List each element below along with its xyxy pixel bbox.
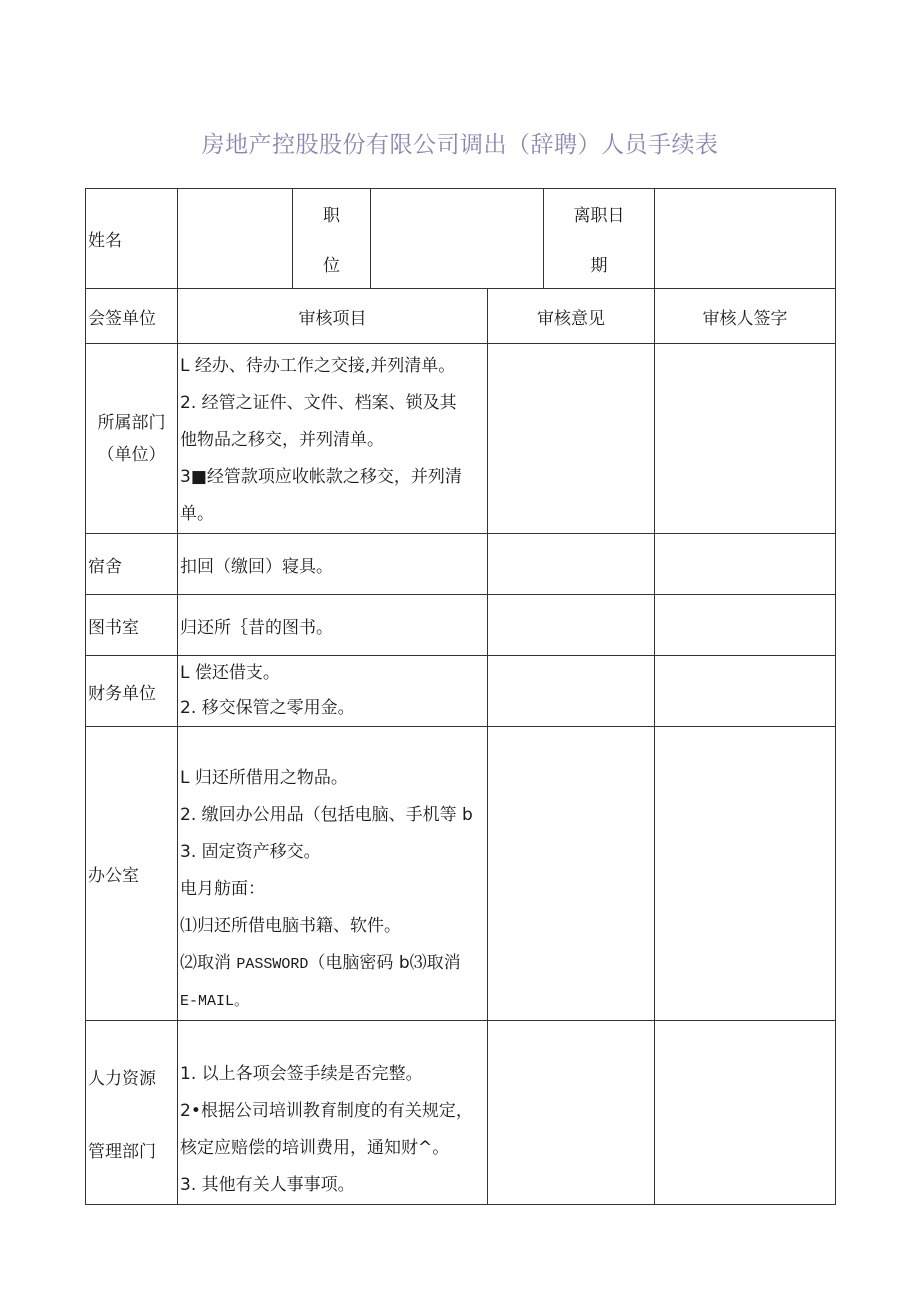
leave-date-label-line-2: 期 — [590, 255, 608, 276]
opinion-cell[interactable] — [488, 1021, 655, 1205]
items-cell — [178, 727, 488, 1021]
signature-cell[interactable] — [655, 1021, 836, 1205]
items-cell — [178, 1021, 488, 1205]
item-line: L 归还所借用之物品。 — [180, 768, 348, 788]
opinion-cell[interactable] — [488, 344, 655, 534]
position-label — [293, 189, 371, 289]
item-line: 核定应赔偿的培训费用，通知财^。 — [180, 1138, 450, 1158]
table-row — [86, 1021, 836, 1205]
opinion-cell[interactable] — [488, 595, 655, 656]
item-line: 2. 缴回办公用品（包括电脑、手机等 b — [180, 805, 473, 825]
unit-line: 人力资源 — [88, 1068, 156, 1089]
item-line: E-MAIL。 — [180, 993, 250, 1010]
signature-cell[interactable] — [655, 595, 836, 656]
unit-cell: 办公室 — [86, 727, 178, 1021]
item-line: ⑴归还所借电脑书籍、软件。 — [180, 916, 401, 936]
item-line: L 偿还借支。 — [180, 663, 280, 683]
items-cell — [178, 656, 488, 727]
item-line-part: （电脑密码 b⑶取消 — [308, 953, 461, 973]
opinion-cell[interactable] — [488, 656, 655, 727]
item-line-part: ⑵取消 — [180, 953, 237, 973]
item-line: 3. 固定资产移交。 — [180, 842, 321, 862]
name-value-cell[interactable] — [178, 189, 293, 289]
unit-line: （单位） — [97, 444, 166, 465]
unit-line: 所属部门 — [97, 412, 166, 433]
resignation-procedure-table — [85, 188, 836, 1205]
item-line: L 经办、待办工作之交接,并列清单。 — [180, 356, 456, 376]
item-line: 3. 其他有关人事事项。 — [180, 1175, 355, 1195]
leave-date-value-cell[interactable] — [655, 189, 836, 289]
unit-line: 管理部门 — [88, 1141, 156, 1162]
item-line: 他物品之移交，并列清单。 — [180, 430, 384, 450]
position-label-line-2: 位 — [323, 255, 340, 276]
table-row — [86, 595, 836, 656]
leave-date-label-line-1: 离职日 — [573, 206, 625, 227]
table-row — [86, 344, 836, 534]
items-cell — [178, 344, 488, 534]
password-text: PASSWORD — [236, 956, 309, 973]
item-line: 3■经管款项应收帐款之移交，并列清 — [180, 467, 462, 487]
item-line: 扣回（缴回）寝具。 — [180, 556, 333, 577]
items-column-header: 审核项目 — [178, 289, 488, 344]
form-title: 房地产控股股份有限公司调出（辞聘）人员手续表 — [201, 132, 719, 158]
items-cell — [178, 595, 488, 656]
unit-column-header: 会签单位 — [86, 289, 178, 344]
unit-cell — [86, 1021, 178, 1205]
signature-cell[interactable] — [655, 727, 836, 1021]
items-cell — [178, 534, 488, 595]
unit-cell: 宿舍 — [86, 534, 178, 595]
name-label: 姓名 — [86, 189, 178, 289]
item-line — [180, 945, 485, 983]
item-line: 2•根据公司培训教育制度的有关规定， — [180, 1101, 473, 1121]
opinion-cell[interactable] — [488, 534, 655, 595]
column-header-row — [86, 289, 836, 344]
item-line: 2. 经管之证件、文件、档案、锁及其 — [180, 393, 457, 413]
item-line: 归还所｛昔的图书。 — [180, 617, 333, 638]
signature-cell[interactable] — [655, 344, 836, 534]
header-row — [86, 189, 836, 289]
opinion-column-header: 审核意见 — [488, 289, 655, 344]
opinion-cell[interactable] — [488, 727, 655, 1021]
table-row — [86, 534, 836, 595]
item-line: 单。 — [180, 504, 214, 524]
unit-cell — [86, 344, 178, 534]
signature-cell[interactable] — [655, 656, 836, 727]
unit-cell: 图书室 — [86, 595, 178, 656]
item-line: 1. 以上各项会签手续是否完整。 — [180, 1064, 423, 1084]
signature-cell[interactable] — [655, 534, 836, 595]
unit-cell: 财务单位 — [86, 656, 178, 727]
position-value-cell[interactable] — [371, 189, 544, 289]
table-row — [86, 727, 836, 1021]
leave-date-label — [544, 189, 655, 289]
table-row — [86, 656, 836, 727]
position-label-line-1: 职 — [323, 206, 340, 227]
signature-column-header: 审核人签字 — [655, 289, 836, 344]
item-line: 2. 移交保管之零用金。 — [180, 698, 355, 718]
item-line: 电月舫面： — [180, 879, 265, 899]
